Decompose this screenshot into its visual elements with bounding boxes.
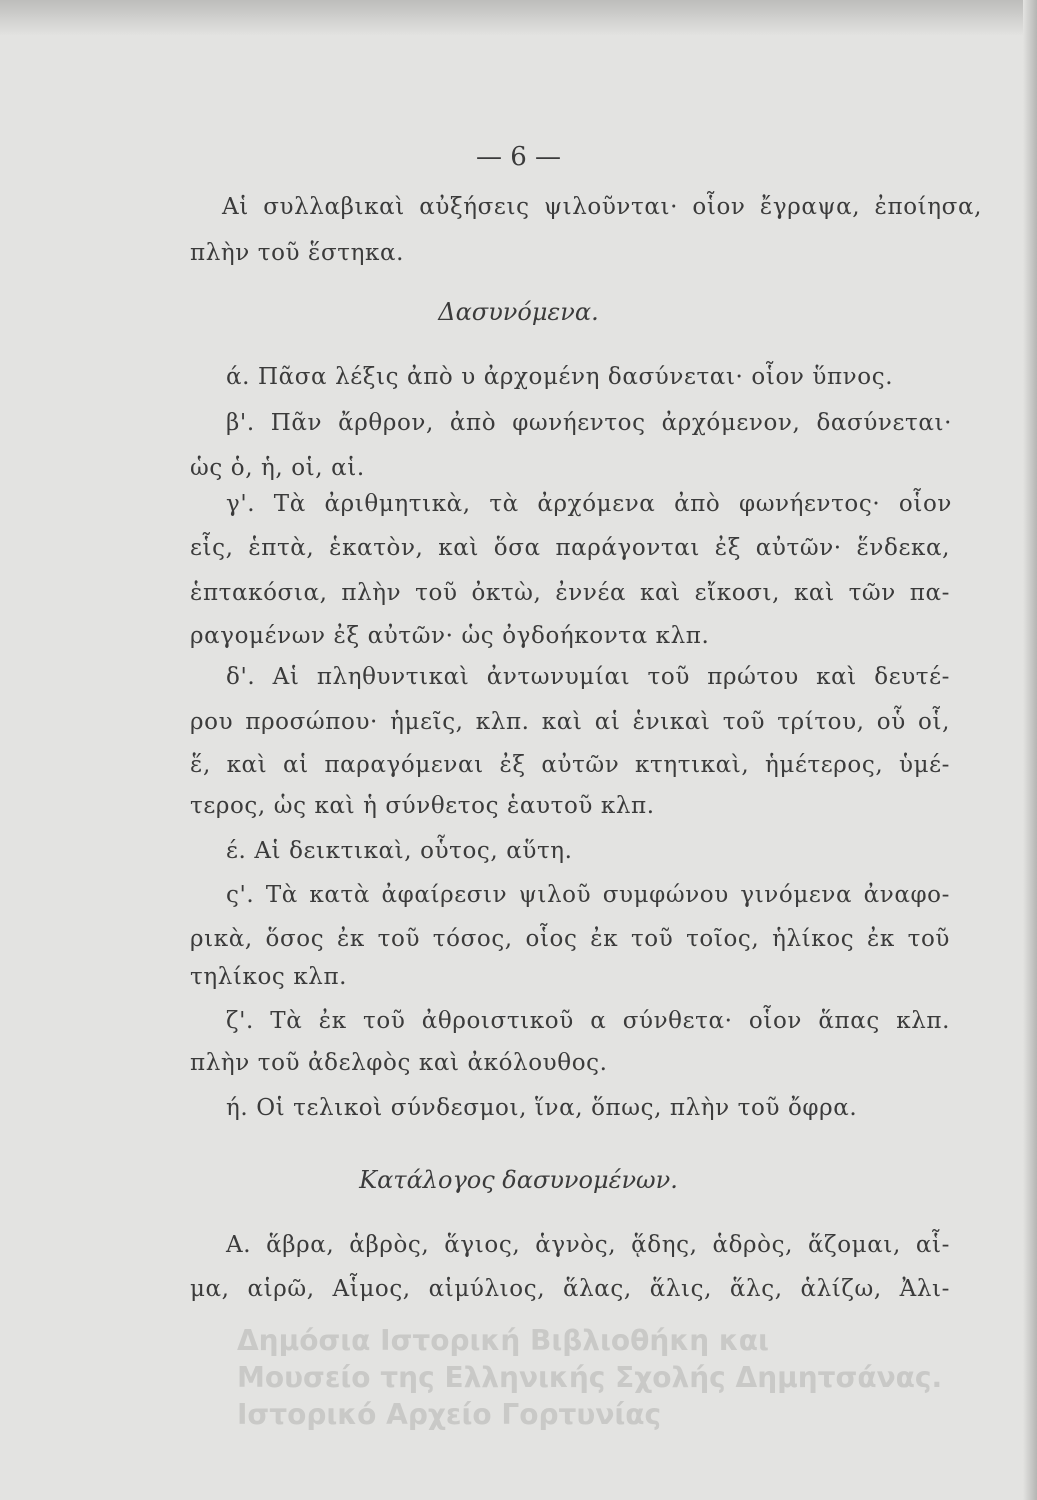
catalog-line-2: μα, αἱρῶ, Αἷμος, αἱμύλιος, ἅλας, ἅλις, ἅλς, ἁλίζω, Ἀλι- (190, 1276, 950, 1302)
rule-eta: ή. Οἱ τελικοὶ σύνδεσμοι, ἵνα, ὅπως, πλὴν τοῦ ὄφρα. (226, 1095, 858, 1121)
rule-delta-cont-3: τερος, ὡς καὶ ἡ σύνθετος ἑαυτοῦ κλπ. (190, 793, 655, 819)
page-top-shadow (0, 0, 1037, 36)
rule-delta: δ'. Αἱ πληθυντικαὶ ἀντωνυμίαι τοῦ πρώτου καὶ δευτέ- (226, 664, 950, 690)
rule-beta: β'. Πᾶν ἄρθρον, ἀπὸ φωνήεντος ἀρχόμενον, δασύνεται· (226, 410, 952, 436)
rule-delta-cont-1: ρου προσώπου· ἡμεῖς, κλπ. καὶ αἱ ἑνικαὶ τοῦ τρίτου, οὗ οἷ, (190, 709, 950, 735)
watermark-line-3: Ιστορικό Αρχείο Γορτυνίας (237, 1398, 662, 1431)
rule-epsilon: έ. Αἱ δεικτικαὶ, οὗτος, αὕτη. (226, 838, 573, 864)
rule-stigma-cont-2: τηλίκος κλπ. (190, 964, 348, 990)
rule-stigma-cont-1: ρικὰ, ὅσος ἐκ τοῦ τόσος, οἷος ἐκ τοῦ τοῖος, ἡλίκος ἐκ τοῦ (190, 926, 950, 952)
section-heading-dasynomena: Δασυνόμενα. (438, 298, 599, 326)
watermark-line-2: Μουσείο της Ελληνικής Σχολής Δημητσάνας. (237, 1361, 943, 1394)
rule-delta-cont-2: ἕ, καὶ αἱ παραγόμεναι ἐξ αὐτῶν κτητικαὶ, ἡμέτερος, ὑμέ- (190, 752, 950, 778)
rule-gamma: γ'. Τὰ ἀριθμητικὰ, τὰ ἀρχόμενα ἀπὸ φωνήεντος· οἷον (226, 491, 952, 517)
page-right-shadow (1023, 0, 1037, 1500)
intro-line-1: Αἱ συλλαβικαὶ αὐξήσεις ψιλοῦνται· οἷον ἔγραψα, ἐποίησα, (222, 194, 982, 220)
watermark-line-1: Δημόσια Ιστορική Βιβλιοθήκη και (237, 1324, 769, 1357)
rule-gamma-cont-2: ἑπτακόσια, πλὴν τοῦ ὀκτὼ, ἐννέα καὶ εἴκοσι, καὶ τῶν πα- (190, 580, 950, 606)
rule-zeta-cont: πλὴν τοῦ ἀδελφὸς καὶ ἀκόλουθος. (190, 1050, 608, 1076)
rule-alpha: ά. Πᾶσα λέξις ἀπὸ υ ἀρχομένη δασύνεται· οἷον ὕπνος. (226, 364, 894, 390)
page-number: — 6 — (475, 142, 562, 172)
rule-gamma-cont-3: ραγομένων ἐξ αὐτῶν· ὡς ὀγδοήκοντα κλπ. (190, 623, 710, 649)
rule-gamma-cont-1: εἷς, ἑπτὰ, ἑκατὸν, καὶ ὅσα παράγονται ἐξ αὐτῶν· ἕνδεκα, (190, 535, 950, 561)
section-heading-katalogos: Κατάλογος δασυνομένων. (359, 1166, 678, 1194)
rule-zeta: ζ'. Τὰ ἐκ τοῦ ἀθροιστικοῦ α σύνθετα· οἷον ἅπας κλπ. (226, 1008, 950, 1034)
rule-beta-cont: ὡς ὁ, ἡ, οἱ, αἱ. (190, 455, 365, 481)
library-watermark (237, 1322, 942, 1433)
intro-line-2: πλὴν τοῦ ἕστηκα. (190, 240, 404, 266)
catalog-line-1: Α. ἅβρα, ἁβρὸς, ἅγιος, ἁγνὸς, ᾅδης, ἁδρὸς, ἅζομαι, αἷ- (226, 1232, 950, 1258)
rule-stigma: ς'. Τὰ κατὰ ἀφαίρεσιν ψιλοῦ συμφώνου γινόμενα ἀναφο- (226, 882, 950, 908)
